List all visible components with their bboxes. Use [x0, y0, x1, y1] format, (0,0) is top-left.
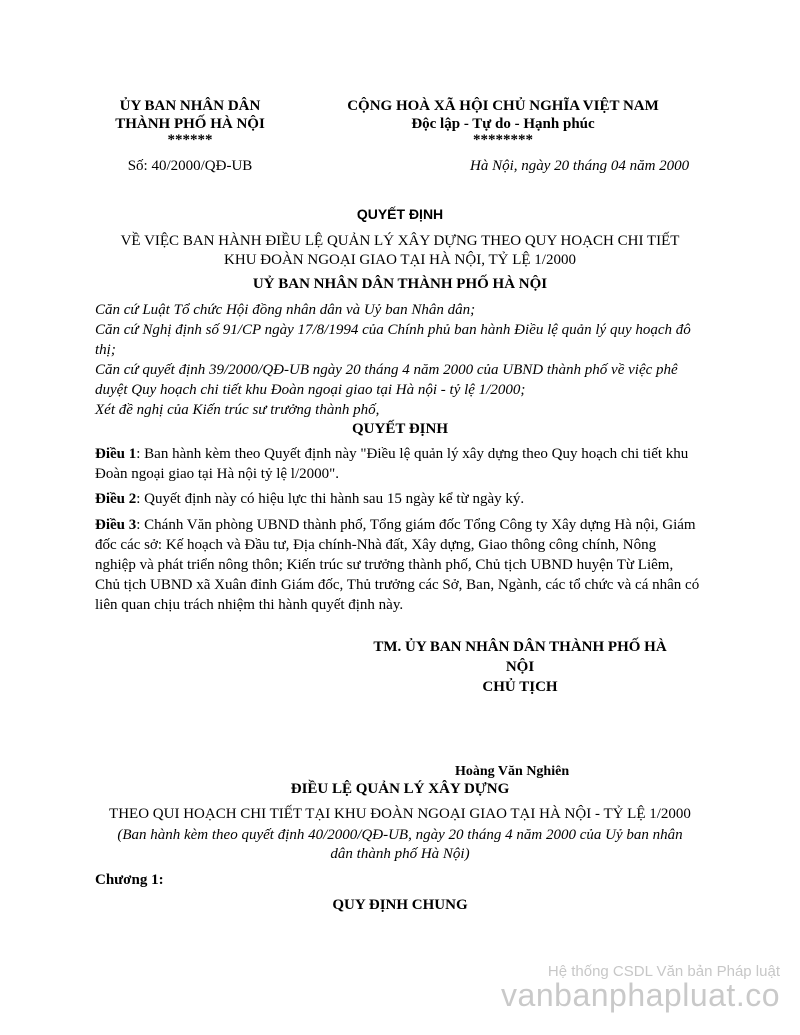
national-header	[318, 97, 688, 147]
article-label: Điều 1	[95, 446, 137, 462]
document-number: Số: 40/2000/QĐ-UB	[127, 158, 253, 174]
nation-name: CỘNG HOÀ XÃ HỘI CHỦ NGHĨA VIỆT NAM	[347, 98, 659, 114]
legal-basis-item: Xét đề nghị của Kiến trúc sư trưởng thành phố,	[95, 402, 380, 418]
regulation-note-line2: dân thành phố Hà Nội)	[330, 846, 470, 862]
issuer-org-line1: ỦY BAN NHÂN DÂN	[119, 98, 261, 114]
article-text: : Quyết định này có hiệu lực thi hành sau 15 ngày kể từ ngày ký.	[136, 491, 525, 507]
decision-subject-line1: VỀ VIỆC BAN HÀNH ĐIỀU LỆ QUẢN LÝ XÂY DỰNG THEO QUY HOẠCH CHI TIẾT	[120, 233, 680, 249]
chapter-title: QUY ĐỊNH CHUNG	[332, 897, 468, 913]
regulation-subtitle: THEO QUI HOẠCH CHI TIẾT TẠI KHU ĐOÀN NGOẠI GIAO TẠI HÀ NỘI - TỶ LỆ 1/2000	[109, 806, 691, 822]
motto-stars: ********	[473, 132, 533, 148]
article-label: Điều 2	[95, 491, 137, 507]
national-motto: Độc lập - Tự do - Hạnh phúc	[411, 116, 595, 132]
issue-date: Hà Nội, ngày 20 tháng 04 năm 2000	[470, 158, 690, 174]
issuer-stars: ******	[167, 132, 213, 148]
decision-title: QUYẾT ĐỊNH	[356, 206, 444, 222]
watermark-site: vanbanphapluat.co	[501, 977, 780, 1013]
regulation-note	[0, 826, 800, 864]
decision-subject-line2: KHU ĐOÀN NGOẠI GIAO TẠI HÀ NỘI, TỶ LỆ 1/2000	[224, 252, 576, 268]
article-label: Điều 3	[95, 517, 137, 533]
article-2	[95, 489, 695, 509]
article-1	[95, 444, 695, 484]
regulation-title: ĐIỀU LỆ QUẢN LÝ XÂY DỰNG	[290, 781, 510, 797]
legal-bases	[95, 300, 705, 420]
article-3	[95, 515, 700, 615]
issuer-org	[100, 97, 280, 147]
legal-basis-item: Căn cứ Nghị định số 91/CP ngày 17/8/1994 của Chính phủ ban hành Điều lệ quản lý quy hoạch đô thị;	[95, 322, 691, 358]
issuer-org-line2: THÀNH PHỐ HÀ NỘI	[115, 116, 265, 132]
decides-heading: QUYẾT ĐỊNH	[352, 421, 448, 437]
signature-block	[360, 637, 680, 697]
legal-basis-item: Căn cứ Luật Tổ chức Hội đồng nhân dân và Uỷ ban Nhân dân;	[95, 302, 476, 318]
chapter-label: Chương 1:	[95, 872, 164, 888]
issuing-authority: UỶ BAN NHÂN DÂN THÀNH PHỐ HÀ NỘI	[252, 276, 548, 292]
signer-name: Hoàng Văn Nghiên	[455, 764, 570, 779]
signature-line1: TM. ỦY BAN NHÂN DÂN THÀNH PHỐ HÀ	[373, 639, 667, 655]
signature-title: CHỦ TỊCH	[482, 679, 558, 695]
decision-subject	[0, 232, 800, 270]
regulation-note-line1: (Ban hành kèm theo quyết định 40/2000/QĐ-UB, ngày 20 tháng 4 năm 2000 của Uỷ ban nhân	[117, 827, 683, 843]
article-text: : Chánh Văn phòng UBND thành phố, Tổng giám đốc Tổng Công ty Xây dựng Hà nội, Giám đốc các sở: Kế hoạch và Đầu tư, Địa chính-Nhà đất, Xây dựng, Giao thông công chính, Nông nghiệp và phát triển nông thôn; Kiến trúc sư trưởng thành phố, Chủ tịch UBND huyện Từ Liêm, Chủ tịch UBND xã Xuân đỉnh Giám đốc, Thủ trưởng các Sở, Ban, Ngành, các tổ chức và cá nhân có liên quan chịu trách nhiệm thi hành quyết định này.	[95, 517, 700, 613]
watermark-system: Hệ thống CSDL Văn bản Pháp luật	[547, 963, 780, 980]
legal-basis-item: Căn cứ quyết định 39/2000/QĐ-UB ngày 20 tháng 4 năm 2000 của UBND thành phố về việc phê duyệt Quy hoạch chi tiết khu Đoàn ngoại giao tại Hà nội - tỷ lệ 1/2000;	[95, 362, 678, 398]
article-text: : Ban hành kèm theo Quyết định này "Điều lệ quản lý xây dựng theo Quy hoạch chi tiết khu Đoàn ngoại giao tại Hà nội tỷ lệ l/2000".	[95, 446, 689, 482]
signature-line2: NỘI	[505, 659, 535, 675]
